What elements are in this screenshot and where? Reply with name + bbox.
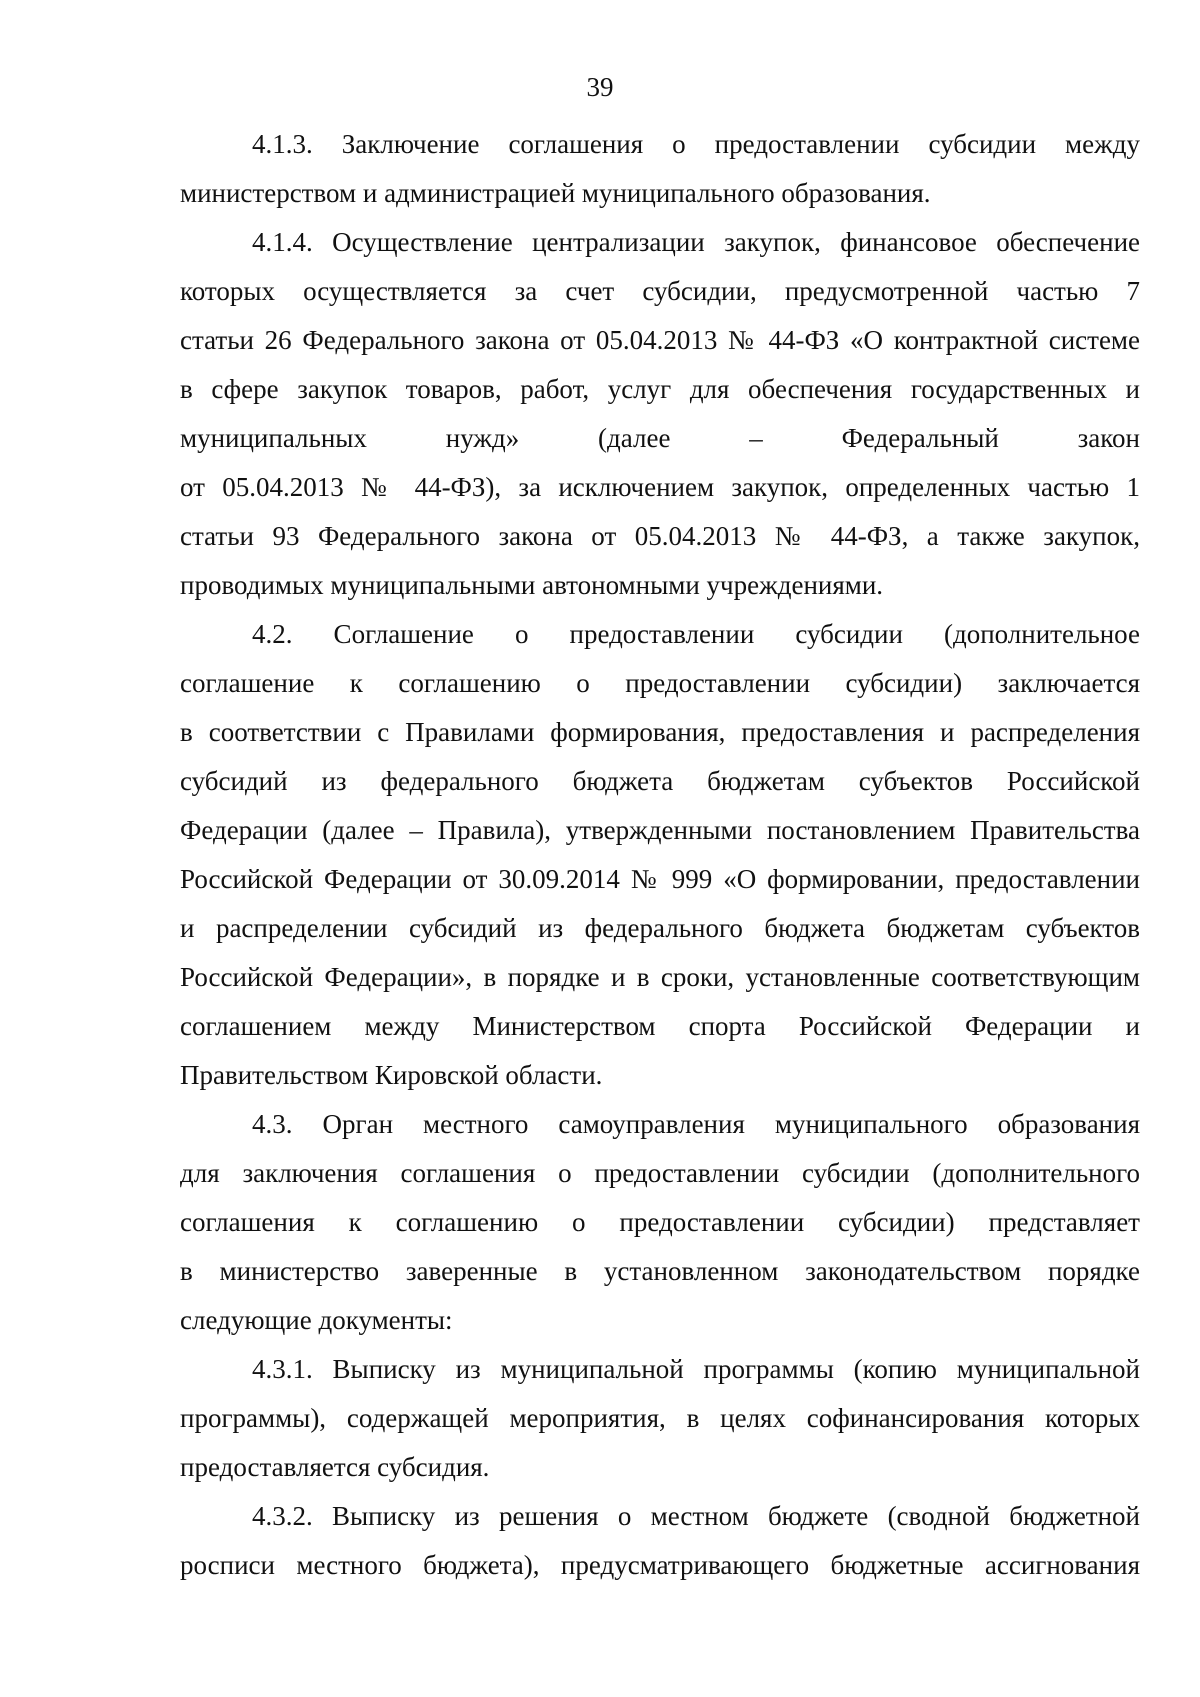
paragraph-line: в министерство заверенные в установленном законодательством порядке: [180, 1256, 1140, 1286]
paragraph-line: 4.3.2. Выписку из решения о местном бюджете (сводной бюджетной: [252, 1501, 1140, 1531]
paragraph-line: Российской Федерации», в порядке и в сроки, установленные соответствующим: [180, 962, 1140, 992]
paragraph-4-3: [180, 1100, 1140, 1345]
paragraph-line: статьи 93 Федерального закона от 05.04.2013 № 44-ФЗ, а также закупок,: [180, 521, 1140, 551]
paragraph-4-1-3: [180, 120, 1140, 218]
paragraph-line: для заключения соглашения о предоставлении субсидии (дополнительного: [180, 1158, 1140, 1188]
paragraph-line: соглашением между Министерством спорта Российской Федерации и: [180, 1011, 1140, 1041]
paragraph-4-2: [180, 610, 1140, 1100]
document-body: [180, 120, 1140, 1590]
paragraph-line: росписи местного бюджета), предусматривающего бюджетные ассигнования: [180, 1550, 1140, 1580]
paragraph-line: 4.3.1. Выписку из муниципальной программы (копию муниципальной: [252, 1354, 1140, 1384]
paragraph-line: 4.1.3. Заключение соглашения о предоставлении субсидии между: [252, 129, 1140, 159]
paragraph-line: муниципальных нужд» (далее – Федеральный закон: [180, 423, 1140, 453]
paragraph-line: Правительством Кировской области.: [180, 1060, 603, 1090]
paragraph-line: министерством и администрацией муниципального образования.: [180, 178, 931, 208]
paragraph-4-3-1: [180, 1345, 1140, 1492]
paragraph-line: которых осуществляется за счет субсидии, предусмотренной частью 7: [180, 276, 1140, 306]
paragraph-line: Российской Федерации от 30.09.2014 № 999 «О формировании, предоставлении: [180, 864, 1140, 894]
paragraph-line: в соответствии с Правилами формирования, предоставления и распределения: [180, 717, 1140, 747]
paragraph-line: субсидий из федерального бюджета бюджетам субъектов Российской: [180, 766, 1140, 796]
paragraph-line: Федерации (далее – Правила), утвержденными постановлением Правительства: [180, 815, 1140, 845]
paragraph-line: 4.3. Орган местного самоуправления муниципального образования: [252, 1109, 1140, 1139]
paragraph-line: проводимых муниципальными автономными учреждениями.: [180, 570, 884, 600]
paragraph-4-3-2: [180, 1492, 1140, 1590]
paragraph-line: следующие документы:: [180, 1305, 453, 1335]
paragraph-line: в сфере закупок товаров, работ, услуг для обеспечения государственных и: [180, 374, 1140, 404]
paragraph-line: 4.2. Соглашение о предоставлении субсидии (дополнительное: [252, 619, 1140, 649]
paragraph-line: от 05.04.2013 № 44-ФЗ), за исключением закупок, определенных частью 1: [180, 472, 1140, 502]
paragraph-line: и распределении субсидий из федерального бюджета бюджетам субъектов: [180, 913, 1140, 943]
paragraph-line: предоставляется субсидия.: [180, 1452, 490, 1482]
paragraph-line: 4.1.4. Осуществление централизации закупок, финансовое обеспечение: [252, 227, 1140, 257]
paragraph-line: соглашение к соглашению о предоставлении субсидии) заключается: [180, 668, 1140, 698]
paragraph-line: программы), содержащей мероприятия, в целях софинансирования которых: [180, 1403, 1140, 1433]
paragraph-4-1-4: [180, 218, 1140, 610]
paragraph-line: соглашения к соглашению о предоставлении субсидии) представляет: [180, 1207, 1140, 1237]
page-number: 39: [586, 72, 614, 102]
paragraph-line: статьи 26 Федерального закона от 05.04.2013 № 44-ФЗ «О контрактной системе: [180, 325, 1140, 355]
